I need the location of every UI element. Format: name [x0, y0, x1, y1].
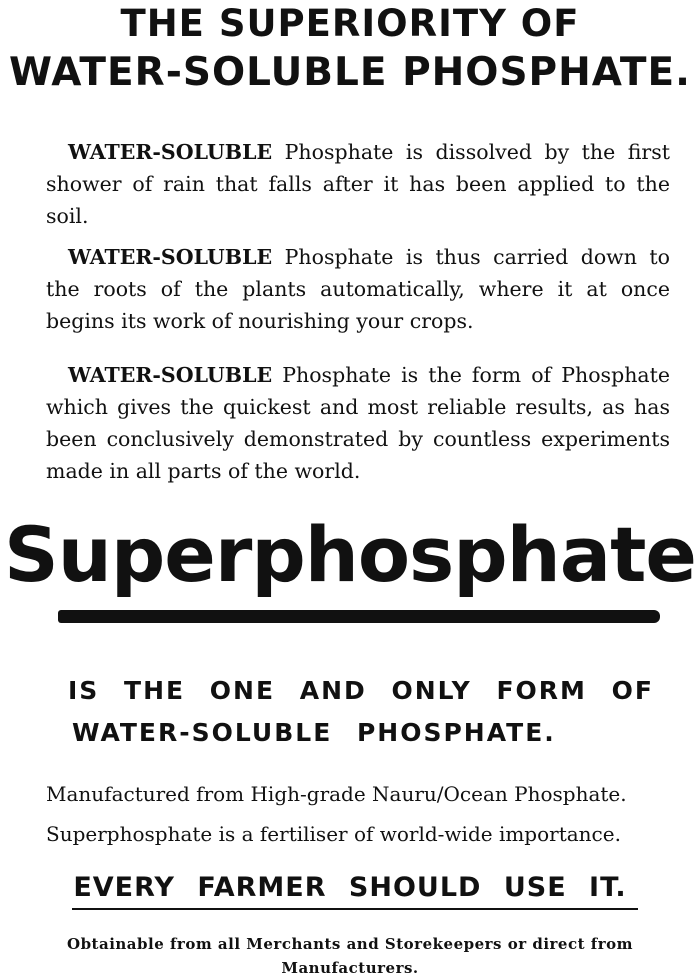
tagline-line-1: IS THE ONE AND ONLY FORM OF	[68, 676, 654, 705]
paragraph-roots	[46, 241, 670, 337]
headline-line-1: THE SUPERIORITY OF	[120, 2, 580, 45]
paragraph-text: Phosphate is dissolved by the first shower of rain that falls after it has been applied to the soil.	[46, 140, 670, 228]
paragraph-text: Phosphate is thus carried down to the roots of the plants automatically, where it at once begins its work of nourishing your crops.	[46, 245, 670, 333]
paragraph-text: Phosphate is the form of Phosphate which gives the quickest and most reliable results, as has been conclusively demonstrated by countless experiments made in all parts of the world.	[46, 363, 670, 483]
paragraph-dissolved	[46, 136, 670, 232]
brand-name: Superphosphate	[4, 510, 696, 599]
headline-line-2: WATER-SOLUBLE PHOSPHATE.	[9, 50, 691, 95]
call-to-action: EVERY FARMER SHOULD USE IT.	[73, 872, 627, 903]
paragraph-results	[46, 359, 670, 487]
details-line-1: Manufactured from High-grade Nauru/Ocean Phosphate.	[46, 782, 627, 806]
paragraph-lead: WATER-SOLUBLE	[68, 363, 273, 387]
divider	[72, 908, 638, 910]
brand-underline	[58, 610, 660, 623]
details-line-2: Superphosphate is a fertiliser of world-wide importance.	[46, 822, 621, 846]
tagline-line-2: WATER-SOLUBLE PHOSPHATE.	[72, 718, 556, 747]
paragraph-lead: WATER-SOLUBLE	[68, 245, 273, 269]
footer-note: Obtainable from all Merchants and Storekeepers or direct from Manufacturers.	[67, 935, 633, 977]
paragraph-lead: WATER-SOLUBLE	[68, 140, 273, 164]
